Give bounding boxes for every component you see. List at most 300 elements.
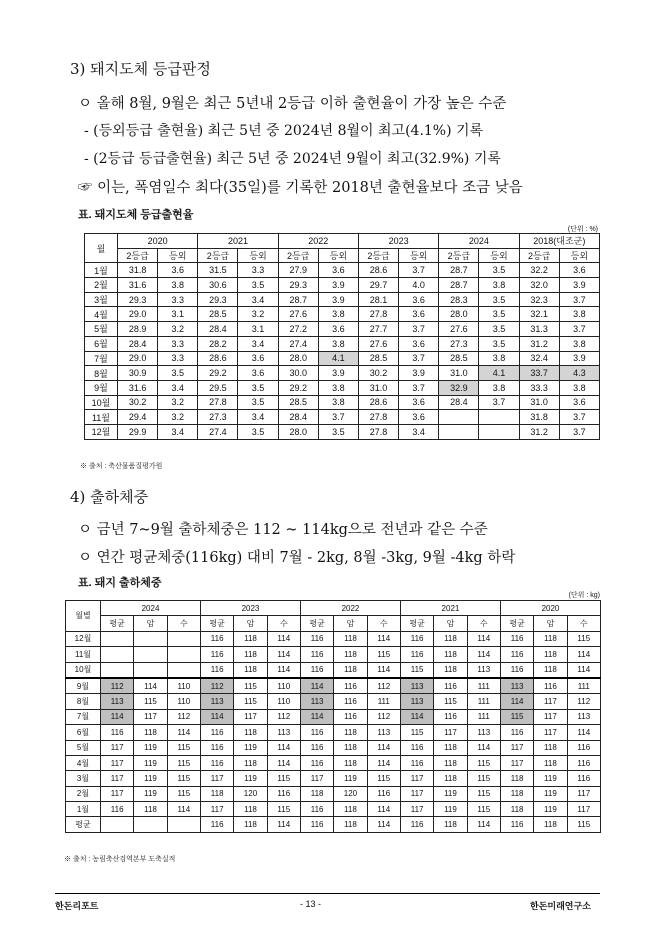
value-cell: 117 <box>400 771 433 786</box>
subheader: 수 <box>167 616 200 631</box>
subheader: 2등급 <box>358 248 398 263</box>
value-cell: 3.7 <box>399 322 439 337</box>
table-row <box>85 424 600 439</box>
value-cell: 28.5 <box>358 351 398 366</box>
value-cell: 28.4 <box>278 410 318 425</box>
value-cell: 116 <box>334 694 367 709</box>
value-cell: 3.8 <box>559 307 599 322</box>
page-number: - 13 - <box>300 899 322 909</box>
value-cell: 118 <box>234 725 267 740</box>
value-cell: 3.6 <box>399 336 439 351</box>
value-cell: 3.9 <box>399 366 439 381</box>
value-cell: 29.0 <box>118 351 158 366</box>
value-cell: 30.9 <box>118 366 158 381</box>
value-cell: 118 <box>234 631 267 646</box>
value-cell: 115 <box>134 694 167 709</box>
value-cell: 116 <box>267 786 300 801</box>
month-cell: 6월 <box>66 725 101 740</box>
table-row <box>85 395 600 410</box>
month-header: 월별 <box>66 601 101 632</box>
table-row <box>66 694 601 709</box>
subheader: 수 <box>467 616 500 631</box>
table1-source: ※ 출처 : 축산물품질평가원 <box>80 463 163 470</box>
value-cell: 110 <box>267 694 300 709</box>
table-row <box>66 678 601 694</box>
value-cell: 115 <box>367 771 400 786</box>
value-cell: 111 <box>367 694 400 709</box>
value-cell: 31.6 <box>118 380 158 395</box>
month-cell: 7월 <box>66 709 101 724</box>
value-cell: 3.6 <box>399 395 439 410</box>
value-cell: 28.7 <box>439 263 479 278</box>
value-cell: 114 <box>467 817 500 832</box>
value-cell: 114 <box>567 662 600 678</box>
value-cell: 29.2 <box>278 380 318 395</box>
value-cell: 112 <box>200 678 233 694</box>
value-cell: 111 <box>567 678 600 694</box>
value-cell: 27.3 <box>439 336 479 351</box>
footer-right: 한돈미래연구소 <box>530 901 591 911</box>
value-cell: 3.2 <box>238 307 278 322</box>
value-cell: 115 <box>267 802 300 817</box>
month-cell: 4월 <box>85 307 118 322</box>
value-cell: 3.3 <box>158 292 198 307</box>
value-cell: 3.9 <box>318 278 358 293</box>
value-cell: 29.3 <box>278 278 318 293</box>
value-cell: 113 <box>567 709 600 724</box>
value-cell: 116 <box>567 771 600 786</box>
value-cell: 115 <box>234 678 267 694</box>
value-cell: 115 <box>467 755 500 770</box>
value-cell <box>101 662 134 678</box>
month-header: 월 <box>85 234 118 263</box>
value-cell: 3.4 <box>238 292 278 307</box>
value-cell <box>101 647 134 662</box>
value-cell <box>439 424 479 439</box>
value-cell: 28.1 <box>358 292 398 307</box>
value-cell <box>167 817 200 832</box>
month-cell: 9월 <box>85 380 118 395</box>
subheader: 암 <box>334 616 367 631</box>
value-cell: 3.7 <box>559 322 599 337</box>
value-cell: 110 <box>267 678 300 694</box>
section3-bullet-2: - (등외등급 출현율) 최근 5년 중 2024년 8월이 최고(4.1%) 기록 <box>84 123 484 139</box>
value-cell: 29.0 <box>118 307 158 322</box>
value-cell <box>134 631 167 646</box>
value-cell: 118 <box>334 725 367 740</box>
value-cell: 114 <box>267 662 300 678</box>
table-row <box>66 771 601 786</box>
value-cell: 3.6 <box>559 395 599 410</box>
value-cell: 32.2 <box>519 263 559 278</box>
table-row <box>66 817 601 832</box>
value-cell: 116 <box>434 678 467 694</box>
month-cell: 1월 <box>66 802 101 817</box>
value-cell: 3.5 <box>318 424 358 439</box>
value-cell: 3.3 <box>158 336 198 351</box>
value-cell: 27.8 <box>358 410 398 425</box>
value-cell: 3.6 <box>318 263 358 278</box>
subheader: 평균 <box>400 616 433 631</box>
subheader: 암 <box>534 616 567 631</box>
value-cell: 3.7 <box>559 410 599 425</box>
value-cell: 28.0 <box>278 424 318 439</box>
value-cell: 114 <box>367 631 400 646</box>
subheader: 암 <box>234 616 267 631</box>
value-cell: 3.6 <box>238 366 278 381</box>
value-cell: 118 <box>334 817 367 832</box>
value-cell: 3.3 <box>238 263 278 278</box>
value-cell: 3.5 <box>479 292 519 307</box>
value-cell: 3.5 <box>238 395 278 410</box>
value-cell: 113 <box>101 694 134 709</box>
table-row <box>66 755 601 770</box>
value-cell: 28.6 <box>198 351 238 366</box>
value-cell: 115 <box>467 802 500 817</box>
value-cell: 117 <box>200 771 233 786</box>
value-cell: 112 <box>101 678 134 694</box>
value-cell: 27.4 <box>278 336 318 351</box>
value-cell: 28.6 <box>358 263 398 278</box>
subheader: 등외 <box>559 248 599 263</box>
value-cell: 118 <box>434 740 467 755</box>
value-cell: 3.8 <box>559 336 599 351</box>
value-cell: 111 <box>467 709 500 724</box>
value-cell: 27.6 <box>439 322 479 337</box>
value-cell <box>134 817 167 832</box>
value-cell: 32.9 <box>439 380 479 395</box>
value-cell: 114 <box>567 725 600 740</box>
value-cell: 3.8 <box>479 380 519 395</box>
month-cell: 5월 <box>85 322 118 337</box>
value-cell: 115 <box>167 786 200 801</box>
value-cell: 31.3 <box>519 322 559 337</box>
value-cell: 117 <box>400 802 433 817</box>
value-cell <box>479 424 519 439</box>
value-cell: 3.5 <box>479 307 519 322</box>
value-cell: 3.6 <box>238 351 278 366</box>
value-cell: 4.3 <box>559 366 599 381</box>
year-header: 2021 <box>400 601 500 616</box>
value-cell: 27.9 <box>278 263 318 278</box>
table-row <box>85 292 600 307</box>
value-cell: 112 <box>267 709 300 724</box>
table-row <box>85 351 600 366</box>
value-cell: 3.8 <box>318 380 358 395</box>
value-cell <box>101 631 134 646</box>
value-cell: 3.6 <box>399 307 439 322</box>
month-cell: 3월 <box>66 771 101 786</box>
value-cell: 28.0 <box>278 351 318 366</box>
value-cell: 117 <box>300 771 333 786</box>
value-cell: 3.1 <box>158 307 198 322</box>
table-row <box>66 802 601 817</box>
value-cell: 114 <box>101 709 134 724</box>
value-cell: 119 <box>434 802 467 817</box>
value-cell: 115 <box>467 786 500 801</box>
value-cell: 3.8 <box>318 307 358 322</box>
value-cell: 115 <box>234 694 267 709</box>
value-cell: 116 <box>101 802 134 817</box>
value-cell: 114 <box>134 678 167 694</box>
table-row <box>85 322 600 337</box>
value-cell: 117 <box>500 740 533 755</box>
table-row <box>85 366 600 381</box>
value-cell: 118 <box>534 631 567 646</box>
table1-caption: 표. 돼지도체 등급출현율 <box>78 209 194 221</box>
value-cell: 116 <box>200 631 233 646</box>
value-cell: 3.8 <box>479 351 519 366</box>
value-cell: 119 <box>334 771 367 786</box>
value-cell: 3.5 <box>479 322 519 337</box>
value-cell: 113 <box>367 725 400 740</box>
value-cell: 118 <box>534 662 567 678</box>
value-cell: 117 <box>567 802 600 817</box>
year-header: 2022 <box>278 234 358 249</box>
value-cell: 112 <box>167 709 200 724</box>
value-cell: 117 <box>567 786 600 801</box>
value-cell: 28.5 <box>278 395 318 410</box>
value-cell: 3.7 <box>399 380 439 395</box>
value-cell: 27.6 <box>358 336 398 351</box>
value-cell: 114 <box>267 740 300 755</box>
value-cell: 118 <box>500 786 533 801</box>
value-cell: 28.6 <box>358 395 398 410</box>
value-cell: 116 <box>400 755 433 770</box>
subheader: 등외 <box>479 248 519 263</box>
value-cell: 3.6 <box>399 410 439 425</box>
value-cell: 115 <box>567 817 600 832</box>
value-cell: 31.2 <box>519 424 559 439</box>
shipping-weight-table <box>65 600 601 833</box>
value-cell: 112 <box>567 694 600 709</box>
value-cell: 116 <box>567 740 600 755</box>
year-header: 2024 <box>101 601 201 616</box>
subheader: 수 <box>367 616 400 631</box>
value-cell: 114 <box>300 678 333 694</box>
value-cell: 115 <box>167 755 200 770</box>
value-cell: 32.4 <box>519 351 559 366</box>
value-cell: 118 <box>434 817 467 832</box>
subheader: 2등급 <box>118 248 158 263</box>
value-cell: 116 <box>500 662 533 678</box>
subheader: 암 <box>134 616 167 631</box>
value-cell: 118 <box>234 802 267 817</box>
value-cell: 3.6 <box>399 292 439 307</box>
month-cell: 4월 <box>66 755 101 770</box>
value-cell <box>101 817 134 832</box>
value-cell: 28.0 <box>439 307 479 322</box>
value-cell: 27.8 <box>358 307 398 322</box>
value-cell: 3.8 <box>559 380 599 395</box>
value-cell: 119 <box>534 771 567 786</box>
table-row <box>66 709 601 724</box>
value-cell: 3.5 <box>238 424 278 439</box>
value-cell: 114 <box>167 802 200 817</box>
value-cell: 116 <box>434 709 467 724</box>
value-cell: 114 <box>367 755 400 770</box>
value-cell: 33.3 <box>519 380 559 395</box>
subheader: 2등급 <box>198 248 238 263</box>
value-cell: 116 <box>200 647 233 662</box>
value-cell: 117 <box>101 740 134 755</box>
value-cell: 3.5 <box>238 380 278 395</box>
section4-title: 4) 출하체중 <box>70 488 149 506</box>
value-cell: 117 <box>500 755 533 770</box>
table2-unit: (단위 : kg) <box>568 592 600 599</box>
value-cell: 116 <box>567 755 600 770</box>
value-cell: 3.4 <box>238 410 278 425</box>
value-cell: 3.4 <box>158 380 198 395</box>
month-cell: 5월 <box>66 740 101 755</box>
value-cell: 113 <box>467 662 500 678</box>
value-cell: 28.4 <box>439 395 479 410</box>
value-cell: 116 <box>200 755 233 770</box>
value-cell: 3.8 <box>318 336 358 351</box>
subheader: 등외 <box>238 248 278 263</box>
value-cell: 119 <box>434 786 467 801</box>
value-cell: 3.7 <box>559 424 599 439</box>
value-cell: 29.2 <box>198 366 238 381</box>
value-cell: 116 <box>400 647 433 662</box>
value-cell: 116 <box>300 725 333 740</box>
value-cell: 118 <box>534 740 567 755</box>
value-cell: 117 <box>534 725 567 740</box>
month-cell: 11월 <box>85 410 118 425</box>
value-cell: 116 <box>400 631 433 646</box>
value-cell: 115 <box>434 694 467 709</box>
table-row <box>66 725 601 740</box>
value-cell: 115 <box>167 771 200 786</box>
subheader: 2등급 <box>439 248 479 263</box>
value-cell: 116 <box>300 740 333 755</box>
value-cell: 29.7 <box>358 278 398 293</box>
value-cell: 113 <box>300 694 333 709</box>
month-cell: 8월 <box>66 694 101 709</box>
table-row <box>85 278 600 293</box>
value-cell <box>167 647 200 662</box>
table-row <box>85 336 600 351</box>
value-cell <box>439 410 479 425</box>
value-cell: 112 <box>367 678 400 694</box>
value-cell: 118 <box>434 771 467 786</box>
table-row <box>85 307 600 322</box>
subheader: 2등급 <box>519 248 559 263</box>
value-cell: 27.8 <box>198 395 238 410</box>
value-cell: 115 <box>367 647 400 662</box>
value-cell: 118 <box>134 802 167 817</box>
value-cell: 31.0 <box>358 380 398 395</box>
value-cell: 113 <box>400 678 433 694</box>
month-cell: 1월 <box>85 263 118 278</box>
value-cell: 114 <box>300 709 333 724</box>
value-cell: 28.3 <box>439 292 479 307</box>
value-cell: 27.8 <box>358 424 398 439</box>
value-cell: 3.2 <box>158 410 198 425</box>
table1-unit: (단위 : %) <box>567 226 598 233</box>
value-cell: 27.7 <box>358 322 398 337</box>
subheader: 2등급 <box>278 248 318 263</box>
value-cell <box>167 631 200 646</box>
value-cell: 28.5 <box>198 307 238 322</box>
value-cell: 28.4 <box>198 322 238 337</box>
value-cell: 114 <box>267 755 300 770</box>
value-cell: 118 <box>234 647 267 662</box>
value-cell: 116 <box>300 802 333 817</box>
value-cell: 116 <box>500 725 533 740</box>
month-cell: 12월 <box>85 424 118 439</box>
value-cell: 119 <box>234 740 267 755</box>
value-cell: 118 <box>434 755 467 770</box>
value-cell: 4.0 <box>399 278 439 293</box>
value-cell: 3.7 <box>479 395 519 410</box>
value-cell: 114 <box>400 709 433 724</box>
value-cell: 3.6 <box>318 322 358 337</box>
value-cell: 117 <box>134 709 167 724</box>
value-cell: 32.1 <box>519 307 559 322</box>
month-cell: 2월 <box>66 786 101 801</box>
value-cell: 3.9 <box>559 351 599 366</box>
year-header: 2021 <box>198 234 278 249</box>
value-cell: 3.5 <box>479 336 519 351</box>
value-cell <box>134 647 167 662</box>
value-cell: 29.3 <box>198 292 238 307</box>
value-cell: 114 <box>467 647 500 662</box>
value-cell: 110 <box>167 694 200 709</box>
year-header: 2018(대조군) <box>519 234 599 249</box>
value-cell: 31.2 <box>519 336 559 351</box>
value-cell: 118 <box>434 662 467 678</box>
month-cell: 8월 <box>85 366 118 381</box>
month-cell: 10월 <box>85 395 118 410</box>
value-cell: 115 <box>500 709 533 724</box>
value-cell: 3.2 <box>158 322 198 337</box>
value-cell: 32.3 <box>519 292 559 307</box>
value-cell: 28.7 <box>439 278 479 293</box>
value-cell: 116 <box>200 740 233 755</box>
value-cell: 113 <box>467 725 500 740</box>
table2-source: ※ 출처 : 농림축산검역본부 도축실적 <box>64 856 176 863</box>
value-cell: 31.0 <box>439 366 479 381</box>
value-cell: 29.3 <box>118 292 158 307</box>
value-cell: 3.4 <box>238 336 278 351</box>
value-cell: 116 <box>200 817 233 832</box>
value-cell: 114 <box>267 647 300 662</box>
value-cell <box>479 410 519 425</box>
value-cell: 116 <box>300 647 333 662</box>
value-cell: 28.4 <box>118 336 158 351</box>
value-cell: 116 <box>500 631 533 646</box>
year-header: 2022 <box>300 601 400 616</box>
value-cell: 3.7 <box>399 351 439 366</box>
table-row <box>85 410 600 425</box>
value-cell: 3.2 <box>158 395 198 410</box>
value-cell: 113 <box>400 694 433 709</box>
value-cell: 117 <box>534 694 567 709</box>
month-cell: 3월 <box>85 292 118 307</box>
value-cell: 3.1 <box>238 322 278 337</box>
year-header: 2020 <box>500 601 600 616</box>
value-cell: 3.5 <box>158 366 198 381</box>
table-row <box>85 380 600 395</box>
section3-bullet-3: - (2등급 등급출현율) 최근 5년 중 2024년 9월이 최고(32.9%) 기록 <box>84 151 501 167</box>
value-cell: 117 <box>534 709 567 724</box>
value-cell: 116 <box>534 678 567 694</box>
value-cell: 115 <box>267 771 300 786</box>
value-cell: 111 <box>467 678 500 694</box>
month-cell: 9월 <box>66 678 101 694</box>
value-cell: 116 <box>200 725 233 740</box>
